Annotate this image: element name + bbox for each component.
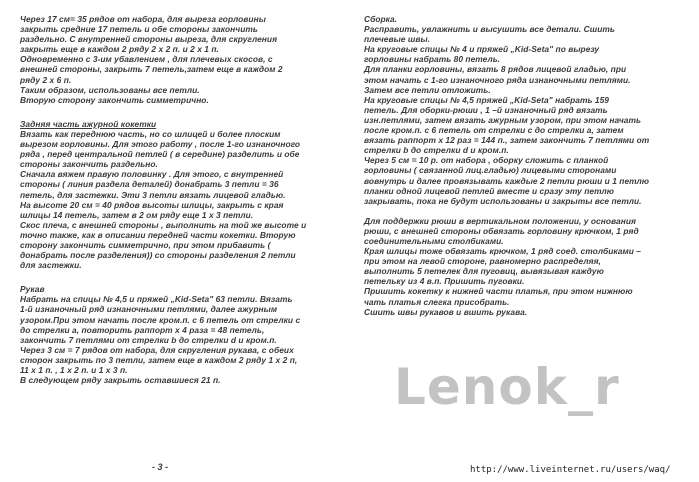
text-line: Сшить швы рукавов и вшить рукава. — [364, 306, 528, 317]
text-line: выполнить 5 петелек для пуговиц, вывязывая каждую — [364, 266, 604, 277]
text-line: Через 5 см = 10 р. от набора , оборку сложить с планкой — [364, 155, 609, 166]
text-line: ряда , перед центральной петлей ( в середине) разделить и обе — [20, 149, 300, 160]
text-line: Одновременно с 3-им убавлением , для плечевых скосов, с — [20, 54, 273, 65]
text-line: На круговые спицы № 4 и пряжей „Kid-Seta" по вырезу — [364, 44, 600, 55]
text-line: горловины ( связанной лиц.гладью) лицевыми сторонами — [364, 165, 617, 176]
text-line: Сначала вяжем правую половинку . Для этого, с внутренней — [20, 169, 284, 180]
text-line: узором.При этом начать после кром.п. с 6 петель от стрелки с — [20, 314, 301, 325]
text-line: стрелки b до стрелки d и кром.п. — [364, 145, 509, 156]
text-line: В следующем ряду закрыть оставшиеся 21 п. — [20, 375, 221, 386]
text-line: Для поддержки рюши в вертикальном положении, у основания — [364, 215, 636, 226]
left-column — [20, 14, 338, 385]
support-section — [364, 216, 684, 317]
assembly-section — [364, 14, 684, 206]
text-line: Пришить кокетку к нижней части платья, при этом нижнюю — [364, 286, 633, 297]
text-line: донабрать после разделения)) со стороны разделения 2 петли — [20, 250, 296, 261]
text-line: внешней стороны, закрыть 7 петель,затем еще в каждом 2 — [20, 64, 283, 75]
text-line: закрывать, пока не будут использованы и закрыты все петли. — [364, 195, 642, 206]
text-line: закончить 7 петлями от стрелки b до стрелки d и кром.п. — [20, 334, 277, 345]
text-line: Через 3 см = 7 рядов от набора, для скругления рукава, с обеих — [20, 344, 294, 355]
text-line: 11 х 1 п. , 1 х 2 п. и 1 х 3 п. — [20, 365, 128, 375]
sleeve-section — [20, 284, 338, 385]
text-line: Вязать как переднюю часть, но со шлицей и более плоским — [20, 128, 281, 139]
text-line: до стрелки а, повторить раппорт х 4 раза = 48 петель, — [20, 324, 265, 335]
intro-paragraph — [20, 14, 338, 105]
text-line: Скос плеча, с внешней стороны , выполнить на той же высоте и — [20, 219, 307, 230]
text-line: плечевые швы. — [364, 34, 431, 45]
text-line: На высоте 20 см = 40 рядов высоты шлицы, закрыть с края — [20, 199, 284, 210]
text-line: для застежки. — [20, 260, 82, 271]
text-line: петельку из 4 в.п. Пришить пуговки. — [364, 276, 525, 287]
text-line: 1-й изнаночный ряд изнаночными петлями, далее ажурным — [20, 304, 278, 315]
text-line: стороны закончить раздельно. — [20, 159, 158, 170]
text-line: сторон закрыть по 3 петли, затем еще в каждом 2 ряду 1 х 2 п, — [20, 354, 298, 365]
text-line: Таким образом, использованы все петли. — [20, 84, 200, 95]
text-line: рюши, с внешней стороны обвязать горловину крючком, 1 ряд — [364, 225, 639, 236]
text-line: закрыть средние 17 петель и обе стороны закончить — [20, 24, 258, 35]
text-line: шлицы 14 петель, затем в 2 ом ряду еще 1 х 3 петли. — [20, 209, 254, 220]
text-line: Расправить, увлажнить и высушить все детали. Сшить — [364, 24, 615, 35]
text-line: изн.петлями, затем вязать ажурным узором, при этом начать — [364, 114, 642, 125]
text-line: горловины набрать 80 петель. — [364, 54, 501, 65]
text-line: стороны ( линия раздела деталей) донабрать 3 петли = 36 — [20, 179, 279, 190]
text-line: сторону закончить симметрично, при этом прибавить ( — [20, 239, 271, 250]
page-number: - 3 - — [152, 462, 169, 472]
section-heading: Задняя часть ажурной кокетки — [20, 118, 157, 129]
text-line: чать платья слегка присобрать. — [364, 296, 510, 307]
text-line: вовнутрь и далее провязывать каждые 2 петли рюши и 1 петлю — [364, 175, 650, 186]
text-line: после кром.п. с 6 петель от стрелки с до стрелки a, затем — [364, 125, 624, 136]
text-line: Края шлицы тоже обвязать крючком, 1 ряд соед. столбиками – — [364, 246, 641, 257]
source-url: http://www.liveinternet.ru/users/waq/ — [470, 465, 671, 475]
text-line: планки одной лицевой петлей вместе и сразу эту петлю — [364, 185, 615, 196]
text-line: петель, для застежки. Эти 3 петли вязать лицевой гладью. — [20, 189, 286, 200]
text-line: при этом на левой стороне, равномерно распределяя, — [364, 256, 601, 267]
text-line: этом начать с 1-го изнаночного ряда изнаночными петлями. — [364, 74, 631, 85]
text-line: Затем все петли отложить. — [364, 84, 491, 95]
text-line: закрыть еще в каждом 2 ряду 2 х 2 п. и 2 х 1 п. — [20, 44, 219, 55]
text-line: точно также, как в описании передней части кокетки. Вторую — [20, 229, 296, 240]
section-heading: Рукав — [20, 284, 45, 295]
text-line: Через 17 см= 35 рядов от набора, для выреза горловины — [20, 14, 266, 24]
text-line: Для планки горловины, вязать 8 рядов лицевой гладью, при — [364, 64, 627, 75]
text-line: Набрать на спицы № 4,5 и пряжей „Kid-Seta" 63 петли. Вязать — [20, 294, 293, 305]
text-line: соединительными столбиками. — [364, 235, 504, 246]
text-line: Вторую сторону закончить симметрично. — [20, 94, 209, 105]
watermark: Lenok_r — [394, 358, 620, 416]
text-line: вязать раппорт х 12 раз = 144 п., затем закончить 7 петлями от — [364, 135, 650, 146]
text-line: раздельно. С внутренней стороны выреза, для скругления — [20, 34, 278, 45]
text-line: ряду 2 х 6 п. — [20, 74, 72, 85]
right-column — [364, 14, 684, 317]
text-line: вырезом горловины. Для этого работу , после 1-го изнаночного — [20, 139, 301, 150]
text-line: петель. Для оборки-рюши , 1 –й изнаночный ряд вязать — [364, 104, 608, 115]
back-yoke-section — [20, 119, 338, 270]
text-line: На круговые спицы № 4,5 пряжей „Kid-Seta" набрать 159 — [364, 94, 610, 105]
section-heading: Сборка. — [364, 14, 398, 24]
